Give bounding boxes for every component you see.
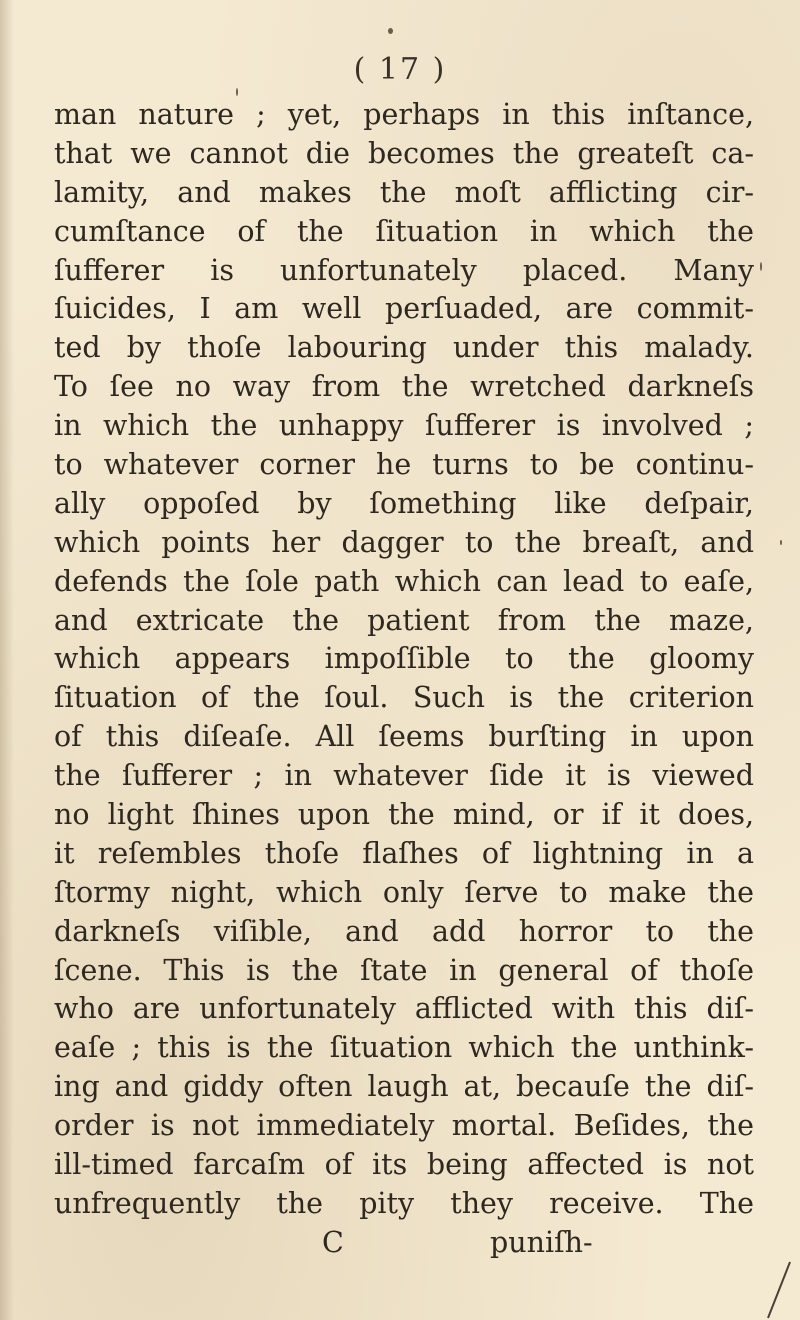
text-line: man nature ; yet, perhaps in this inſtance, [54, 98, 754, 131]
text-line: eaſe ; this is the ſituation which the unthink- [54, 1031, 754, 1065]
gutter-shadow [0, 0, 14, 1320]
text-line: unfrequently the pity they receive. The [54, 1186, 754, 1220]
text-line: who are unfortunately afflicted with this diſ- [54, 992, 754, 1026]
ink-speck [760, 262, 762, 271]
text-line: which appears impoſſible to the gloomy [54, 642, 754, 676]
text-line: which points her dagger to the breaſt, and [54, 525, 754, 559]
ink-speck [388, 28, 393, 34]
text-line: the ſufferer ; in whatever ſide it is viewed [54, 759, 754, 793]
text-line: ing and giddy often laugh at, becauſe the diſ- [54, 1070, 754, 1104]
text-line: ted by thoſe labouring under this malady. [54, 331, 754, 365]
ink-speck [780, 540, 782, 545]
text-line: ſufferer is unfortunately placed. Many [54, 253, 754, 287]
margin-stroke [762, 1260, 792, 1320]
text-line: ſtormy night, which only ſerve to make the [54, 875, 754, 909]
text-line: it reſembles thoſe flaſhes of lightning in a [54, 836, 754, 870]
text-line: in which the unhappy ſufferer is involved ; [54, 409, 754, 443]
text-line: To ſee no way from the wretched darkneſs [54, 370, 754, 404]
text-line: no light ſhines upon the mind, or if it does, [54, 798, 754, 832]
ink-speck [236, 88, 238, 96]
text-line: and extricate the patient from the maze, [54, 603, 754, 637]
page-number: ( 17 ) [353, 52, 447, 87]
text-line: order is not immediately mortal. Beſides, the [54, 1109, 754, 1143]
catchword: puniſh- [490, 1226, 593, 1260]
footer-line [54, 1226, 754, 1266]
text-line: ill-timed farcaſm of its being affected is not [54, 1148, 754, 1182]
text-line: defends the ſole path which can lead to eaſe, [54, 564, 754, 598]
text-line: ally oppoſed by ſomething like deſpair, [54, 486, 754, 520]
text-line: cumſtance of the ſituation in which the [54, 214, 754, 248]
text-line: to whatever corner he turns to be continu- [54, 448, 754, 482]
text-line: that we cannot die becomes the greateſt ca- [54, 136, 754, 170]
text-line: ſcene. This is the ſtate in general of thoſe [54, 953, 754, 987]
text-line: ſuicides, I am well perſuaded, are commit- [54, 292, 754, 326]
text-line: of this diſeaſe. All ſeems burſting in upon [54, 720, 754, 754]
signature-mark: C [322, 1226, 344, 1260]
text-line: darkneſs viſible, and add horror to the [54, 914, 754, 948]
text-line: lamity, and makes the moſt afflicting cir- [54, 175, 754, 209]
text-line: ſituation of the ſoul. Such is the criterion [54, 681, 754, 715]
body-text [54, 96, 754, 1224]
